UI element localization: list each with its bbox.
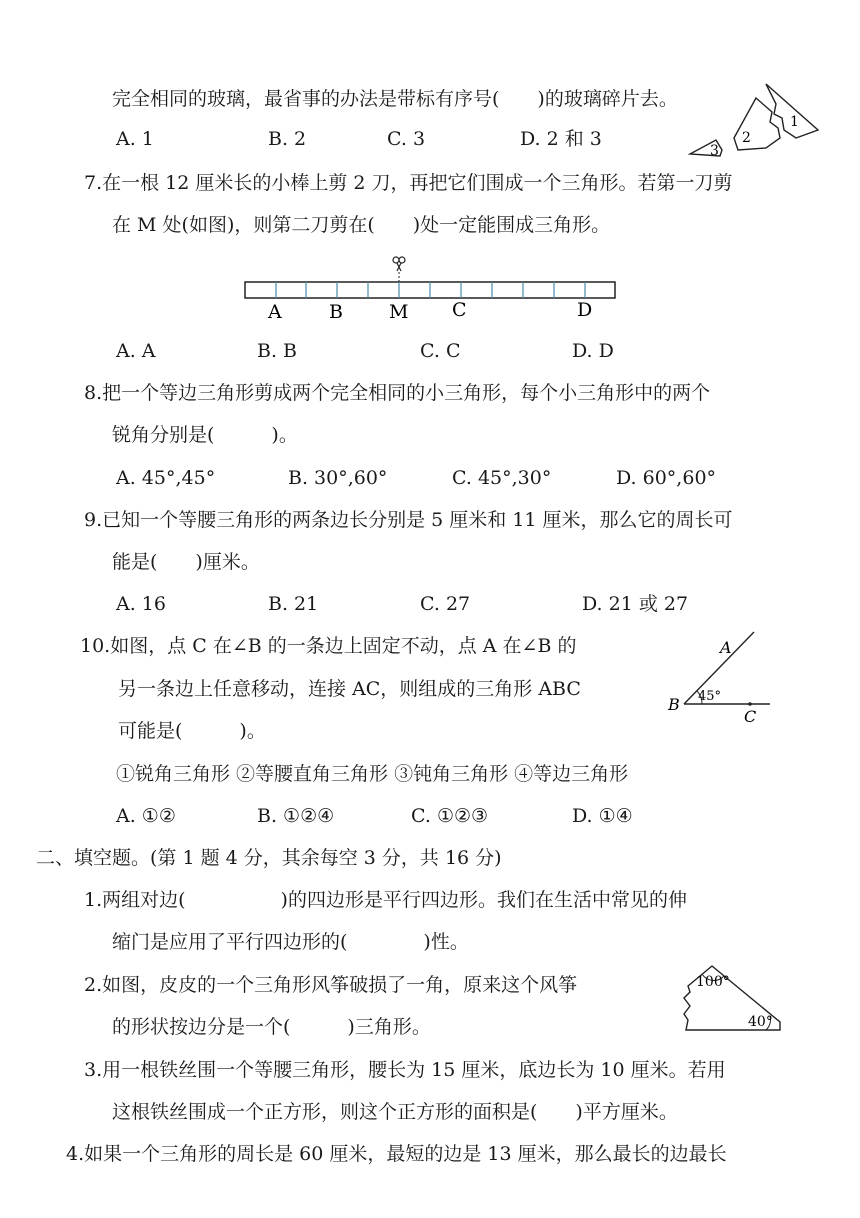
q7-text-line2: 在 M 处(如图)，则第二刀剪在( )处一定能围成三角形。 <box>112 214 611 236</box>
stick-tick-marks <box>276 282 585 298</box>
ruler-label-d: D <box>577 299 593 321</box>
f1-text-line2: 缩门是应用了平行四边形的( )性。 <box>112 931 469 953</box>
f2-text-line2: 的形状按边分是一个( )三角形。 <box>112 1016 431 1038</box>
angle-b-figure <box>664 626 784 726</box>
q10-text-line3: 可能是( )。 <box>118 720 266 742</box>
q8-option-c: C. 45°,30° <box>452 467 552 489</box>
glass-piece-2-label: 2 <box>742 130 751 146</box>
f3-text-line1: 3.用一根铁丝围一个等腰三角形，腰长为 15 厘米，底边长为 10 厘米。若用 <box>84 1059 726 1081</box>
point-c-dot <box>748 702 752 706</box>
glass-piece-3-label: 3 <box>710 143 719 159</box>
q9-option-c: C. 27 <box>420 593 471 615</box>
q8-option-a: A. 45°,45° <box>116 467 216 489</box>
q10-text-line2: 另一条边上任意移动，连接 AC，则组成的三角形 ABC <box>118 678 581 700</box>
q10-option-a: A. ①② <box>116 805 176 827</box>
q9-option-b: B. 21 <box>268 593 319 615</box>
q8-option-d: D. 60°,60° <box>616 467 717 489</box>
q6-text: 完全相同的玻璃，最省事的办法是带标有序号( )的玻璃碎片去。 <box>112 88 678 110</box>
q10-choices: ①锐角三角形 ②等腰直角三角形 ③钝角三角形 ④等边三角形 <box>116 763 629 785</box>
f3-text-line2: 这根铁丝围成一个正方形，则这个正方形的面积是( )平方厘米。 <box>112 1101 678 1123</box>
ruler-label-m: M <box>389 301 409 323</box>
q9-option-d: D. 21 或 27 <box>582 593 689 615</box>
ruler-label-c: C <box>452 299 467 321</box>
glass-piece-2 <box>734 98 780 150</box>
f2-text-line1: 2.如图，皮皮的一个三角形风筝破损了一角，原来这个风筝 <box>84 974 578 996</box>
q8-text-line2: 锐角分别是( )。 <box>112 424 298 446</box>
q6-option-c: C. 3 <box>387 128 426 150</box>
section-2-title: 二、填空题。(第 1 题 4 分，其余每空 3 分，共 16 分) <box>36 847 502 869</box>
q7-option-c: C. C <box>420 340 461 362</box>
stick-ruler-figure <box>240 252 620 322</box>
glass-piece-1-label: 1 <box>790 114 799 130</box>
q6-option-b: B. 2 <box>268 128 307 150</box>
angle-45-label: 45° <box>698 689 722 704</box>
q8-option-b: B. 30°,60° <box>288 467 388 489</box>
f1-text-line1: 1.两组对边( )的四边形是平行四边形。我们在生活中常见的伸 <box>84 889 687 911</box>
glass-pieces-figure <box>686 78 826 160</box>
ruler-label-a: A <box>268 301 282 323</box>
q6-option-a: A. 1 <box>116 128 154 150</box>
point-a-label: A <box>720 638 732 657</box>
kite-angle-40-label: 40° <box>748 1014 773 1030</box>
q9-option-a: A. 16 <box>116 593 166 615</box>
q7-text-line1: 7.在一根 12 厘米长的小棒上剪 2 刀，再把它们围成一个三角形。若第一刀剪 <box>84 172 733 194</box>
q9-text-line1: 9.已知一个等腰三角形的两条边长分别是 5 厘米和 11 厘米，那么它的周长可 <box>84 509 733 531</box>
q7-option-b: B. B <box>257 340 298 362</box>
q10-text-line1: 10.如图，点 C 在∠B 的一条边上固定不动，点 A 在∠B 的 <box>80 635 577 657</box>
q10-option-c: C. ①②③ <box>411 805 489 827</box>
q9-text-line2: 能是( )厘米。 <box>112 551 260 573</box>
f4-text-line1: 4.如果一个三角形的周长是 60 厘米，最短的边是 13 厘米，那么最长的边最长 <box>66 1143 727 1165</box>
q7-option-d: D. D <box>572 340 614 362</box>
q7-option-a: A. A <box>116 340 156 362</box>
point-c-label: C <box>744 707 757 726</box>
q10-option-d: D. ①④ <box>572 805 633 827</box>
q10-option-b: B. ①②④ <box>257 805 335 827</box>
kite-angle-100-label: 100° <box>696 974 730 990</box>
ruler-label-b: B <box>329 301 343 323</box>
kite-figure <box>676 960 788 1036</box>
scissors-icon <box>393 257 405 282</box>
q8-text-line1: 8.把一个等边三角形剪成两个完全相同的小三角形，每个小三角形中的两个 <box>84 382 711 404</box>
point-b-label: B <box>668 695 680 714</box>
q6-option-d: D. 2 和 3 <box>520 128 602 150</box>
